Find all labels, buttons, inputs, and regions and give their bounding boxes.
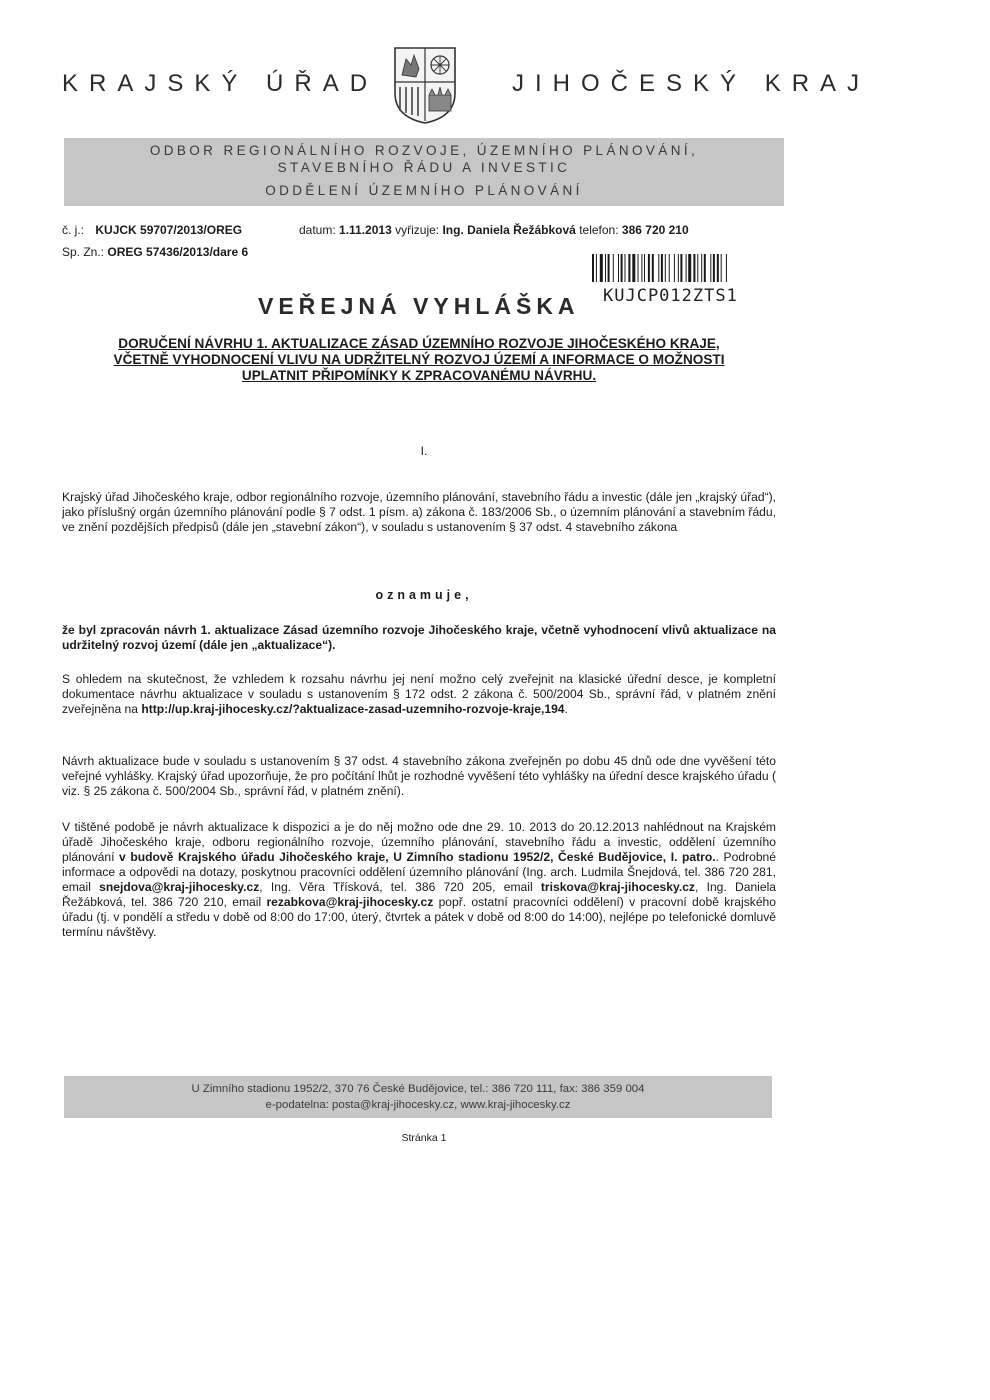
subject-heading <box>62 336 776 384</box>
department-line-2: STAVEBNÍHO ŘÁDU A INVESTIC <box>277 160 571 175</box>
intro-paragraph: Krajský úřad Jihočeského kraje, odbor regionálního rozvoje, územního plánování, stavebního řádu a investic (dále jen „krajský úřad“), jako příslušný orgán územního plánování podle § 7 odst. 1 písm. a) zákona č. 183/2006 Sb., o územním plánování a stavebním řádu, ve znění pozdějších předpisů (dále jen „stavební zákon“), v souladu s ustanovením § 37 odst. 4 stavebního zákona <box>62 490 776 534</box>
inspection-text-g: , Ing. Daniela Řežábková, tel. 386 720 210, email <box>62 880 776 909</box>
email-triskova[interactable]: triskova@kraj-jihocesky.cz <box>540 880 695 894</box>
email-snejdova[interactable]: snejdova@kraj-jihocesky.cz <box>99 880 260 894</box>
footer-contacts: e-podatelna: posta@kraj-jihocesky.cz, www.kraj-jihocesky.cz <box>265 1099 571 1111</box>
department-banner <box>64 138 784 206</box>
inspection-text-i: popř. ostatní pracovníci oddělení) v pracovní době krajského úřadu (tj. v pondělí a středu v době od 8:00 do 17:00, úterý, čtvrtek a pátek v době od 8:00 do 14:00), nejlépe po telefonické domluvě termínu návštěvy. <box>62 895 776 939</box>
phone-value: 386 720 210 <box>621 223 689 237</box>
footer-banner <box>64 1076 772 1118</box>
department-line-3: ODDĚLENÍ ÚZEMNÍHO PLÁNOVÁNÍ <box>265 183 583 198</box>
inspection-location: v budově Krajského úřadu Jihočeského kraje, U Zimního stadionu 1952/2, České Budějovice, I. patro. <box>119 850 716 864</box>
file-mark-value: OREG 57436/2013/dare 6 <box>107 245 249 259</box>
display-period-paragraph: Návrh aktualizace bude v souladu s ustanovením § 37 odst. 4 stavebního zákona zveřejněn po dobu 45 dnů ode dne vyvěšení této veřejné vyhlášky. Krajský úřad upozorňuje, že pro počítání lhůt je rozhodné vyvěšení této vyhlášky na úřední desce krajského úřadu ( viz. § 25 zákona č. 500/2004 Sb., správní řád, v platném znění). <box>62 754 776 798</box>
document-details <box>299 223 689 237</box>
reference-number-label: č. j.: <box>62 223 85 237</box>
barcode-text: KUJCP012ZTS1 <box>603 286 738 306</box>
publication-text: S ohledem na skutečnost, že vzhledem k rozsahu návrhu jej není možno celý zveřejnit na klasické úřední desce, je kompletní dokumentace návrhu aktualizace v souladu s ustanovením § 172 odst. 2 zákona č. 500/2004 Sb., správní řád, v platném znění zveřejněna na <box>62 672 776 716</box>
barcode <box>592 254 768 282</box>
subject-line-3: UPLATNIT PŘIPOMÍNKY K ZPRACOVANÉMU NÁVRHU. <box>241 368 597 383</box>
date-value: 1.11.2013 <box>339 223 392 237</box>
handler-label: vyřizuje: <box>395 223 440 237</box>
handler-value: Ing. Daniela Řežábková <box>442 223 576 237</box>
footer-address: U Zimního stadionu 1952/2, 370 76 České Budějovice, tel.: 386 720 111, fax: 386 359 004 <box>191 1083 645 1095</box>
inspection-text-c: . Podrobné informace a odpovědi na dotazy, poskytnou pracovníci oddělení územního plánování (Ing. arch. Ludmila Šnejdová, tel. 386 720 281, email <box>62 850 777 894</box>
announcement-word: oznamuje, <box>375 588 473 602</box>
date-label: datum: <box>299 223 336 237</box>
reference-number-value: KUJCK 59707/2013/OREG <box>95 223 243 237</box>
section-numeral: I. <box>420 444 428 458</box>
publication-paragraph <box>62 672 776 717</box>
inspection-text-e: , Ing. Věra Třísková, tel. 386 720 205, email <box>259 880 541 894</box>
subject-line-1: DORUČENÍ NÁVRHU 1. AKTUALIZACE ZÁSAD ÚZEMNÍHO ROZVOJE JIHOČESKÉHO KRAJE, <box>118 336 720 351</box>
department-line-1: ODBOR REGIONÁLNÍHO ROZVOJE, ÚZEMNÍHO PLÁNOVÁNÍ, <box>149 143 699 158</box>
email-rezabkova[interactable]: rezabkova@kraj-jihocesky.cz <box>266 895 434 909</box>
header-region-title: JIHOČESKÝ KRAJ <box>512 70 871 97</box>
inspection-paragraph <box>62 820 776 940</box>
coat-of-arms-icon <box>392 45 458 125</box>
publication-end: . <box>564 702 568 716</box>
header-office-title: KRAJSKÝ ÚŘAD <box>62 70 379 97</box>
page-number: Stránka 1 <box>401 1132 447 1144</box>
subject-line-2: VČETNĚ VYHODNOCENÍ VLIVU NA UDRŽITELNÝ ROZVOJ ÚZEMÍ A INFORMACE O MOŽNOSTI <box>113 352 725 367</box>
reference-number <box>62 223 242 237</box>
statement-paragraph: že byl zpracován návrh 1. aktualizace Zásad územního rozvoje Jihočeského kraje, včetně vyhodnocení vlivů aktualizace na udržitelný rozvoj území (dále jen „aktualizace“). <box>62 623 776 652</box>
file-mark-label: Sp. Zn.: <box>62 245 105 259</box>
inspection-text-a: V tištěné podobě je návrh aktualizace k dispozici a je do něj možno ode dne 29. 10. 2013 do 20.12.2013 nahlédnout na Krajském úřadě Jihočeského kraje, odboru regionálního rozvoje, územního plánování, stavebního řádu a investic, oddělení územního plánování <box>62 820 776 864</box>
page-title: VEŘEJNÁ VYHLÁŠKA <box>258 293 580 319</box>
file-mark <box>62 245 248 259</box>
publication-link[interactable]: http://up.kraj-jihocesky.cz/?aktualizace-zasad-uzemniho-rozvoje-kraje,194 <box>141 702 565 716</box>
phone-label: telefon: <box>579 223 619 237</box>
